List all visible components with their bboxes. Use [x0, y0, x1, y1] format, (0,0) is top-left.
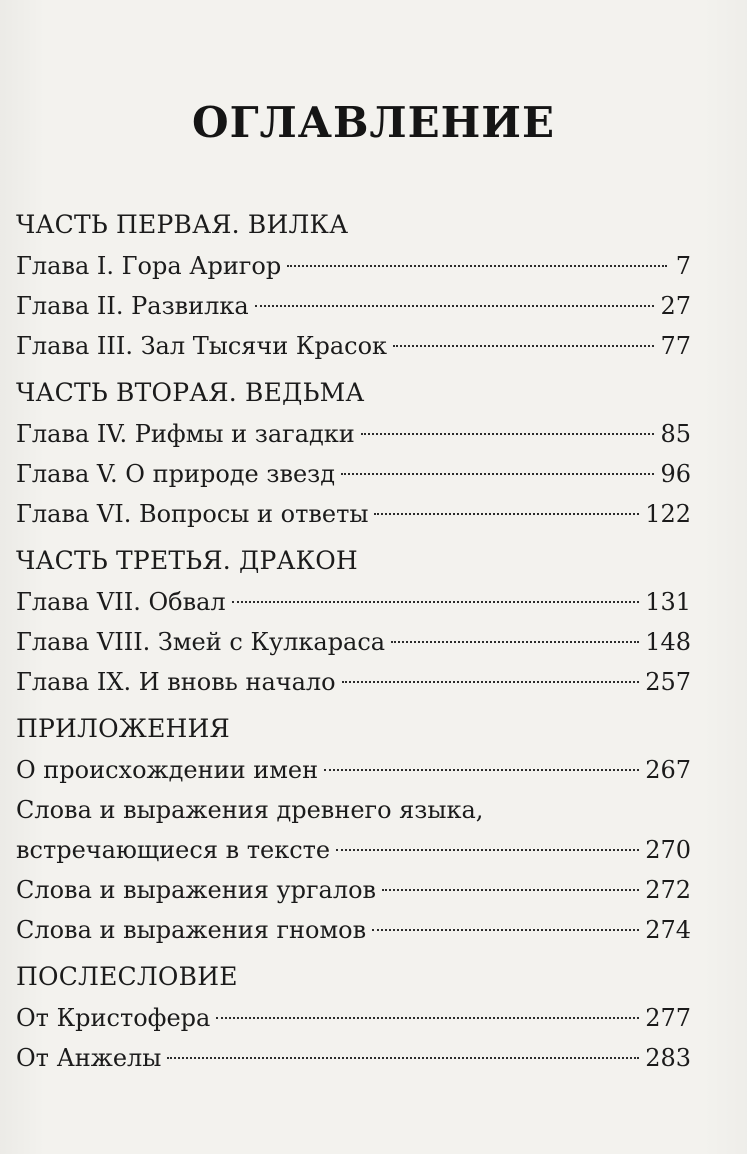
dot-leader [232, 601, 640, 603]
toc-entry [16, 326, 691, 366]
entry-title: Глава IX. И вновь начало [16, 668, 336, 696]
page-number: 96 [660, 460, 691, 488]
page-title: ОГЛАВЛЕНИЕ [192, 98, 555, 147]
entry-title-line1: Слова и выражения древнего языка, [16, 796, 484, 824]
page-number: 272 [645, 876, 691, 904]
section-heading: ПРИЛОЖЕНИЯ [16, 714, 230, 743]
page-number: 277 [645, 1004, 691, 1032]
page-number: 148 [645, 628, 691, 656]
dot-leader [341, 473, 654, 475]
entry-title: Глава IV. Рифмы и загадки [16, 420, 355, 448]
toc-section-afterword [16, 960, 691, 1078]
toc-entry [16, 622, 691, 662]
dot-leader [324, 769, 639, 771]
table-of-contents [16, 208, 691, 1088]
toc-section-appendices [16, 712, 691, 950]
entry-title: Глава II. Развилка [16, 292, 249, 320]
page-number: 77 [660, 332, 691, 360]
toc-section-part-three [16, 544, 691, 702]
toc-entry [16, 286, 691, 326]
entry-title: От Анжелы [16, 1044, 162, 1072]
page-number: 283 [645, 1044, 691, 1072]
section-heading: ЧАСТЬ ТРЕТЬЯ. ДРАКОН [16, 546, 358, 575]
dot-leader [391, 641, 639, 643]
toc-entry [16, 494, 691, 534]
page-number: 267 [645, 756, 691, 784]
entry-title: Глава VI. Вопросы и ответы [16, 500, 369, 528]
page-number: 131 [645, 588, 691, 616]
dot-leader [255, 305, 655, 307]
page-number: 274 [645, 916, 691, 944]
dot-leader [382, 889, 639, 891]
entry-title: Глава III. Зал Тысячи Красок [16, 332, 388, 360]
entry-title: Глава VIII. Змей с Кулкараса [16, 628, 386, 656]
dot-leader [342, 681, 640, 683]
entry-title: От Кристофера [16, 1004, 211, 1032]
entry-title: Глава V. О природе звезд [16, 460, 336, 488]
dot-leader [216, 1017, 639, 1019]
dot-leader [361, 433, 655, 435]
dot-leader [393, 345, 654, 347]
dot-leader [287, 265, 667, 267]
section-heading: ЧАСТЬ ВТОРАЯ. ВЕДЬМА [16, 378, 365, 407]
toc-entry [16, 1038, 691, 1078]
toc-entry [16, 910, 691, 950]
section-heading: ПОСЛЕСЛОВИЕ [16, 962, 238, 991]
section-heading: ЧАСТЬ ПЕРВАЯ. ВИЛКА [16, 210, 349, 239]
page-number: 27 [660, 292, 691, 320]
toc-entry [16, 998, 691, 1038]
toc-section-part-two [16, 376, 691, 534]
entry-title: Глава VII. Обвал [16, 588, 226, 616]
page-number: 85 [660, 420, 691, 448]
toc-entry [16, 454, 691, 494]
toc-entry [16, 246, 691, 286]
page-number: 270 [645, 836, 691, 864]
dot-leader [336, 849, 639, 851]
dot-leader [167, 1057, 639, 1059]
entry-title: Глава I. Гора Аригор [16, 252, 282, 280]
entry-title: Слова и выражения ургалов [16, 876, 377, 904]
toc-entry [16, 582, 691, 622]
page-number: 257 [645, 668, 691, 696]
entry-title: встречающиеся в тексте [16, 836, 331, 864]
entry-title: О происхождении имен [16, 756, 319, 784]
toc-section-part-one [16, 208, 691, 366]
toc-entry [16, 750, 691, 790]
page-number: 7 [675, 252, 691, 280]
toc-entry [16, 870, 691, 910]
toc-entry [16, 830, 691, 870]
entry-title: Слова и выражения гномов [16, 916, 367, 944]
toc-entry [16, 662, 691, 702]
toc-entry [16, 414, 691, 454]
dot-leader [372, 929, 639, 931]
page-number: 122 [645, 500, 691, 528]
dot-leader [374, 513, 639, 515]
